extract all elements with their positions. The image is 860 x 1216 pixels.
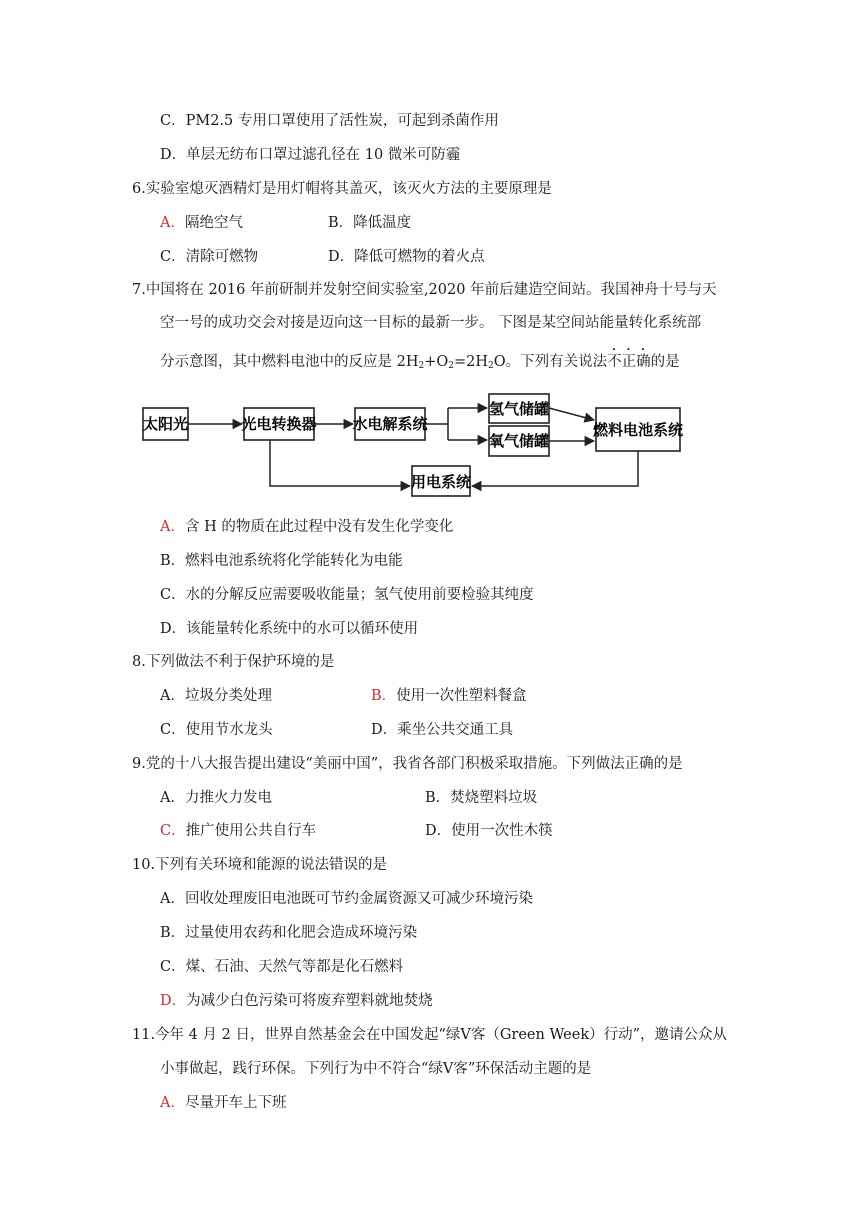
option-label-answer: C． (160, 823, 186, 839)
option-label: D． (160, 621, 187, 637)
option-text: 乘坐公共交通工具 (397, 722, 514, 738)
q10-option-c (160, 957, 403, 977)
q9-option-b (425, 788, 537, 808)
arrow-h2-to-fuel (549, 408, 594, 420)
q8-option-c (160, 720, 273, 740)
q6-option-b (328, 213, 411, 233)
label-h2-tank: 氢气储罐 (488, 400, 550, 418)
subscript: 2 (448, 361, 454, 371)
q7-option-b (160, 551, 403, 571)
option-label: D． (371, 722, 398, 738)
option-label: A． (160, 688, 185, 704)
label-o2-tank: 氧气储罐 (488, 432, 550, 450)
option-text: 焚烧塑料垃圾 (450, 790, 538, 806)
q6-option-d (328, 247, 485, 267)
option-label: B． (160, 553, 186, 569)
option-text: 水的分解反应需要吸收能量；氢气使用前要检验其纯度 (185, 587, 534, 603)
stem-text: 分示意图，其中燃料电池中的反应是 2H (160, 354, 419, 370)
label-fuel-cell: 燃料电池系统 (592, 421, 684, 439)
q7-option-d (160, 619, 418, 639)
option-label: C． (160, 722, 186, 738)
q8-option-a (160, 686, 272, 706)
option-label-answer: A． (160, 215, 185, 231)
q8-option-d (371, 720, 513, 740)
q7-stem-line2: 空一号的成功交会对接是迈向这一目标的最新一步。 下图是某空间站能量转化系统部 (160, 315, 702, 331)
q7-option-a (160, 517, 453, 537)
option-label: B． (160, 925, 186, 941)
option-text: 降低可燃物的着火点 (354, 249, 485, 265)
option-text: 清除可燃物 (185, 249, 259, 265)
option-label: D． (160, 147, 187, 163)
stem-text: +O (424, 354, 449, 370)
option-text: 单层无纺布口罩过滤孔径在 10 微米可防霾 (186, 147, 461, 163)
q11-stem-line1: 11.今年 4 月 2 日，世界自然基金会在中国发起“绿Ⅴ客（Green Week）行动”，邀请公众从 (132, 1027, 728, 1043)
stem-text: =2H (454, 354, 489, 370)
option-text: 隔绝空气 (184, 215, 243, 231)
q6-option-c (160, 247, 258, 267)
q9-option-a (160, 788, 272, 808)
option-text: 回收处理废旧电池既可节约金属资源又可减少环境污染 (184, 891, 533, 907)
q11-stem-line2: 小事做起，践行环保。下列行为中不符合“绿Ⅴ客”环保活动主题的是 (160, 1061, 592, 1077)
stem-text: O。下列有关说法 (493, 354, 608, 370)
option-label: C． (160, 113, 186, 129)
q9-stem: 9.党的十八大报告提出建设“美丽中国”，我省各部门积极采取措施。下列做法正确的是 (132, 756, 683, 772)
option-text: 使用节水龙头 (185, 722, 273, 738)
q7-option-c (160, 585, 534, 605)
energy-diagram (130, 388, 690, 500)
option-text: 煤、石油、天然气等都是化石燃料 (185, 959, 404, 975)
option-label-answer: D． (160, 993, 187, 1009)
q8-stem: 8.下列做法不利于保护环境的是 (132, 654, 335, 670)
option-label-answer: A． (160, 519, 185, 535)
option-label: C． (160, 587, 186, 603)
q6-option-a (160, 213, 243, 233)
label-power-use: 用电系统 (410, 473, 472, 491)
q5-option-d (160, 145, 460, 165)
option-text: 降低温度 (353, 215, 412, 231)
q7-stem-line3 (160, 346, 680, 376)
option-label-answer: A． (160, 1095, 185, 1111)
label-sun: 太阳光 (142, 415, 189, 433)
option-text: 燃料电池系统将化学能转化为电能 (185, 553, 403, 569)
option-text: 力推火力发电 (184, 790, 272, 806)
option-text: 为减少白色污染可将废弃塑料就地焚烧 (186, 993, 433, 1009)
emphasis-text: 不正确 (607, 354, 651, 370)
q7-stem-line1: 7.中国将在 2016 年前研制并发射空间实验室,2020 年前后建造空间站。我国神舟十号与天 (132, 282, 717, 298)
option-label: A． (160, 790, 185, 806)
q9-option-c (160, 821, 316, 841)
option-text: 含 H 的物质在此过程中没有发生化学变化 (184, 519, 454, 535)
stem-text: 的是 (650, 354, 680, 370)
option-label: C． (160, 959, 186, 975)
option-label: B． (328, 215, 354, 231)
q9-option-d (425, 821, 553, 841)
option-text: 过量使用农药和化肥会造成环境污染 (185, 925, 418, 941)
q10-option-d (160, 991, 433, 1011)
subscript: 2 (488, 361, 494, 371)
option-text: 尽量开车上下班 (184, 1095, 287, 1111)
subscript: 2 (418, 361, 425, 371)
q10-option-b (160, 923, 417, 943)
q10-stem: 10.下列有关环境和能源的说法错误的是 (132, 857, 388, 873)
q11-option-a (160, 1093, 286, 1113)
option-text: 使用一次性木筷 (451, 823, 553, 839)
option-label: C． (160, 249, 186, 265)
option-text: 使用一次性塑料餐盒 (396, 688, 527, 704)
option-label: D． (425, 823, 452, 839)
option-label-answer: B． (371, 688, 397, 704)
option-text: 垃圾分类处理 (184, 688, 272, 704)
arrow-converter-to-power (270, 440, 410, 486)
label-converter: 光电转换器 (241, 415, 317, 433)
option-label: A． (160, 891, 185, 907)
q8-option-b (371, 686, 527, 706)
option-label: B． (425, 790, 451, 806)
option-text: 推广使用公共自行车 (185, 823, 317, 839)
option-text: PM2.5 专用口罩使用了活性炭，可起到杀菌作用 (185, 113, 499, 129)
q5-option-c (160, 111, 499, 131)
q10-option-a (160, 889, 533, 909)
q6-stem: 6.实验室熄灭酒精灯是用灯帽将其盖灭，该灭火方法的主要原理是 (132, 181, 552, 197)
label-electrolysis: 水电解系统 (352, 415, 428, 433)
option-text: 该能量转化系统中的水可以循环使用 (186, 621, 419, 637)
option-label: D． (328, 249, 355, 265)
